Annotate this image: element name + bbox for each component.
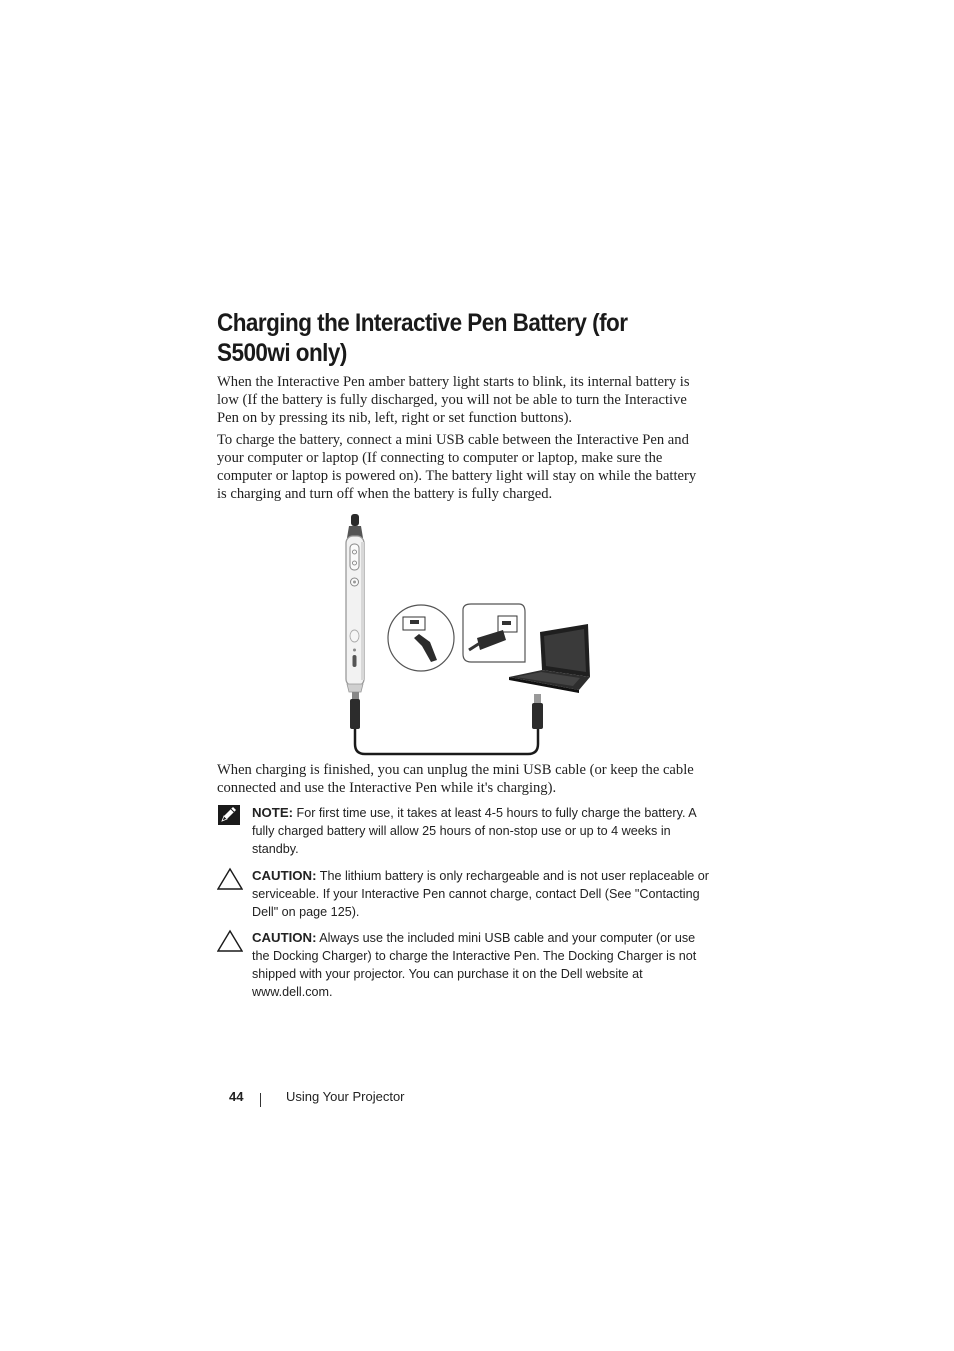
footer-section-title: Using Your Projector — [286, 1089, 405, 1104]
caution-text — [252, 929, 710, 1001]
section-heading: Charging the Interactive Pen Battery (for S500wi only) — [217, 309, 628, 367]
interactive-pen-icon — [346, 514, 364, 692]
caution-text — [252, 867, 710, 921]
body-paragraph-battery-low: When the Interactive Pen amber battery light starts to blink, its internal battery is low (If the battery is fully discharged, you will not be able to turn the Interactive Pen on by pressing its nib, left, right or set function buttons). — [217, 374, 690, 426]
body-paragraph-charge-instructions: To charge the battery, connect a mini USB cable between the Interactive Pen and your computer or laptop (If connecting to computer or laptop, make sure the computer or laptop is powered on). The battery light will stay on while the battery is charging and turn off when the battery is fully charged. — [217, 432, 697, 502]
caution-label: CAUTION: — [252, 868, 317, 883]
note-body: For first time use, it takes at least 4-5 hours to fully charge the battery. A fully charged battery will allow 25 hours of non-stop use or up to 4 weeks in standby. — [252, 806, 696, 856]
mini-usb-plug-icon — [350, 692, 360, 729]
usb-plug-icon — [532, 694, 543, 729]
charging-illustration — [335, 512, 595, 762]
caution-label: CAUTION: — [252, 930, 317, 945]
note-label: NOTE: — [252, 805, 294, 820]
footer-divider — [260, 1093, 261, 1107]
note-text — [252, 804, 710, 858]
body-paragraph-unplug: When charging is finished, you can unplug the mini USB cable (or keep the cable connected and use the Interactive Pen while it's charging). — [217, 762, 694, 796]
caution-body: Always use the included mini USB cable and your computer (or use the Docking Charger) to charge the Interactive Pen. The Docking Charger is not shipped with your projector. You can purchase it on the Dell website at www.dell.com. — [252, 931, 697, 999]
caution-triangle-icon — [217, 867, 243, 891]
caution-triangle-icon — [217, 929, 243, 953]
note-pencil-icon — [217, 804, 243, 828]
page-number: 44 — [229, 1089, 244, 1104]
caution-body: The lithium battery is only rechargeable and is not user replaceable or serviceable. If your Interactive Pen cannot charge, contact Dell (See "Contacting Dell" on page 125). — [252, 869, 709, 919]
